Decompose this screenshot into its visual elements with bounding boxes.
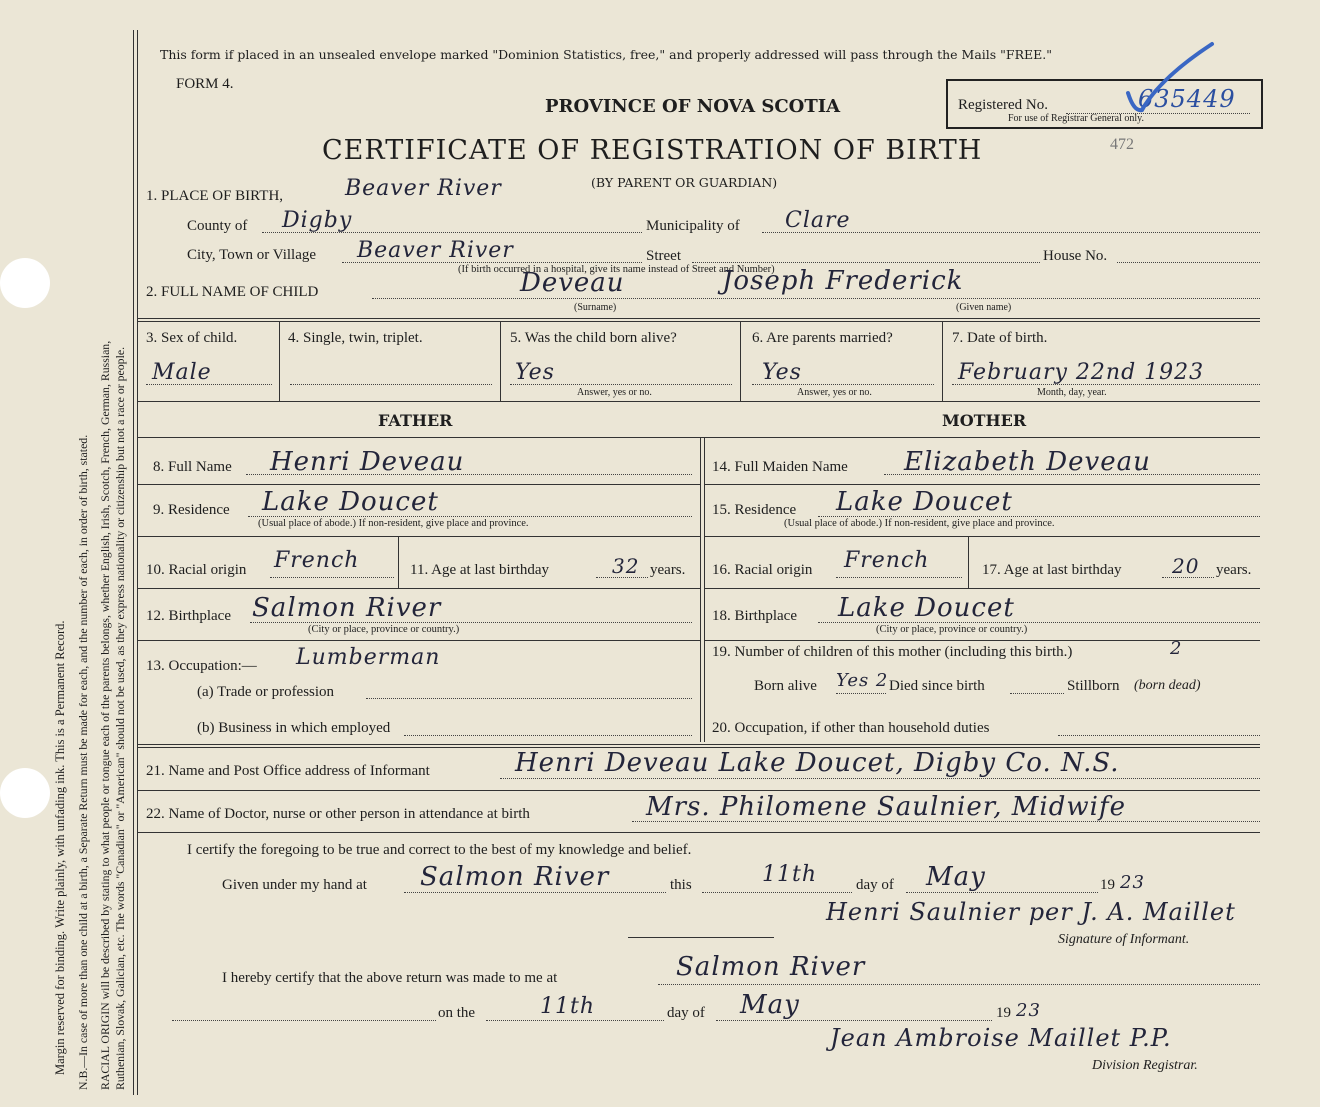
mother-racial-origin-label: 16. Racial origin — [712, 562, 813, 578]
margin-note: N.B.—In case of more than one child at a birth, a Separate Return must be made for each, and the number of each, in order of birth, stated. — [76, 434, 90, 1090]
year-prefix: 19 — [1100, 877, 1115, 893]
this-label: this — [670, 877, 692, 893]
on-the-label: on the — [438, 1005, 476, 1021]
mail-notice: This form if placed in an unsealed envelope marked "Dominion Statistics, free," and properly addressed will pass through the Mails "FREE." — [160, 47, 1052, 62]
surname-caption: (Surname) — [574, 302, 617, 313]
father-age-unit: years. — [650, 562, 686, 578]
municipality-label: Municipality of — [646, 218, 740, 234]
form-number: FORM 4. — [176, 76, 234, 92]
province-heading: PROVINCE OF NOVA SCOTIA — [545, 96, 841, 117]
given-under-hand-label: Given under my hand at — [222, 877, 367, 893]
registrar-note: For use of Registrar General only. — [1008, 113, 1144, 124]
father-age-value: 32 — [612, 554, 640, 578]
birthplace-caption: (City or place, province or country.) — [876, 624, 1028, 635]
given-day-value: 11th — [762, 862, 818, 887]
day-of-label: day of — [856, 877, 894, 893]
born-alive-value: Yes 2 — [836, 670, 889, 691]
place-of-birth-value: Beaver River — [345, 176, 502, 201]
mother-heading: MOTHER — [942, 411, 1027, 430]
died-since-birth-label: Died since birth — [889, 678, 985, 694]
city-value: Beaver River — [357, 238, 514, 263]
residence-caption: (Usual place of abode.) If non-resident, give place and province. — [784, 518, 1055, 529]
registered-number-label: Registered No. — [958, 97, 1048, 113]
father-residence-value: Lake Doucet — [262, 487, 439, 517]
born-alive-answer: Yes — [515, 360, 555, 385]
parents-married-question: 6. Are parents married? — [752, 330, 893, 346]
registrar-statement: I hereby certify that the above return was made to me at — [222, 970, 558, 986]
given-name-caption: (Given name) — [956, 302, 1012, 313]
stillborn-label: Stillborn — [1067, 678, 1120, 694]
plurality-label: 4. Single, twin, triplet. — [288, 330, 423, 346]
attendant-value: Mrs. Philomene Saulnier, Midwife — [646, 792, 1126, 822]
children-count-label: 19. Number of children of this mother (including this birth.) — [712, 644, 1073, 660]
born-alive-question: 5. Was the child born alive? — [510, 330, 677, 346]
children-count-value: 2 — [1170, 638, 1183, 659]
margin-rule — [137, 30, 138, 1095]
place-of-birth-label: 1. PLACE OF BIRTH, — [146, 188, 284, 204]
mother-birthplace-value: Lake Doucet — [838, 593, 1015, 623]
county-label: County of — [187, 218, 248, 234]
mother-name-label: 14. Full Maiden Name — [712, 459, 848, 475]
informant-signature: Henri Saulnier per J. A. Maillet — [826, 898, 1236, 926]
mother-birthplace-label: 18. Birthplace — [712, 608, 797, 624]
registrar-place-value: Salmon River — [676, 952, 866, 982]
registrar-year-value: 23 — [1016, 1000, 1041, 1021]
attendant-label: 22. Name of Doctor, nurse or other person in attendance at birth — [146, 806, 530, 822]
binding-hole — [0, 768, 50, 818]
corner-mark: 472 — [1110, 136, 1134, 153]
street-label: Street — [646, 248, 681, 264]
binding-hole — [0, 258, 50, 308]
mother-racial-origin-value: French — [844, 548, 930, 573]
registrar-signature-caption: Division Registrar. — [1092, 1058, 1198, 1073]
father-occupation-label: 13. Occupation:— — [146, 658, 257, 674]
given-place-value: Salmon River — [420, 862, 610, 892]
child-name-label: 2. FULL NAME OF CHILD — [146, 284, 319, 300]
registrar-signature: Jean Ambroise Maillet P.P. — [830, 1024, 1172, 1052]
date-caption: Month, day, year. — [1037, 387, 1107, 398]
stillborn-note: (born dead) — [1134, 678, 1201, 693]
margin-note: RACIAL ORIGIN will be described by stating to what people or tongue each of the parents belongs, whether English, Irish, Scotch, French, German, Russian, — [98, 340, 112, 1090]
child-surname-value: Deveau — [520, 268, 625, 298]
informant-value: Henri Deveau Lake Doucet, Digby Co. N.S. — [515, 748, 1120, 778]
registrar-day-value: 11th — [540, 994, 596, 1019]
margin-note: Margin reserved for binding. Write plainly, with unfading ink. This is a Permanent Record. — [53, 620, 67, 1075]
date-of-birth-value: February 22nd 1923 — [958, 360, 1205, 385]
mother-age-unit: years. — [1216, 562, 1252, 578]
given-month-value: May — [926, 862, 986, 892]
mother-age-label: 17. Age at last birthday — [982, 562, 1122, 578]
hospital-note: (If birth occurred in a hospital, give its name instead of Street and Number) — [458, 264, 775, 275]
father-birthplace-value: Salmon River — [252, 593, 442, 623]
informant-signature-caption: Signature of Informant. — [1058, 932, 1190, 947]
yes-no-caption: Answer, yes or no. — [577, 387, 652, 398]
born-alive-label: Born alive — [754, 678, 817, 694]
certificate-title: CERTIFICATE OF REGISTRATION OF BIRTH — [322, 135, 983, 166]
certificate-subtitle: (BY PARENT OR GUARDIAN) — [591, 175, 778, 190]
house-number-label: House No. — [1043, 248, 1108, 264]
check-mark-icon — [1120, 38, 1220, 118]
mother-name-value: Elizabeth Deveau — [904, 447, 1151, 477]
certification-statement: I certify the foregoing to be true and correct to the best of my knowledge and belief. — [187, 842, 692, 858]
residence-caption: (Usual place of abode.) If non-resident, give place and province. — [258, 518, 529, 529]
father-occupation-value: Lumberman — [296, 645, 441, 670]
sex-label: 3. Sex of child. — [146, 330, 238, 346]
father-age-label: 11. Age at last birthday — [410, 562, 549, 578]
father-birthplace-label: 12. Birthplace — [146, 608, 231, 624]
parents-married-answer: Yes — [762, 360, 802, 385]
city-label: City, Town or Village — [187, 247, 317, 263]
birthplace-caption: (City or place, province or country.) — [308, 624, 460, 635]
father-racial-origin-label: 10. Racial origin — [146, 562, 247, 578]
separator-line — [628, 937, 774, 938]
county-value: Digby — [282, 208, 353, 233]
margin-rule — [133, 30, 134, 1095]
sex-value: Male — [152, 360, 212, 385]
father-residence-label: 9. Residence — [153, 502, 230, 518]
registrar-year-prefix: 19 — [996, 1005, 1011, 1021]
mother-residence-value: Lake Doucet — [836, 487, 1013, 517]
business-label: (b) Business in which employed — [197, 720, 391, 736]
father-name-label: 8. Full Name — [153, 459, 232, 475]
mother-occupation-label: 20. Occupation, if other than household duties — [712, 720, 990, 736]
registrar-month-value: May — [740, 990, 800, 1020]
mother-age-value: 20 — [1172, 554, 1200, 578]
child-given-name-value: Joseph Frederick — [722, 266, 964, 296]
informant-label: 21. Name and Post Office address of Informant — [146, 763, 430, 779]
registrar-day-of-label: day of — [667, 1005, 705, 1021]
given-year-value: 23 — [1120, 872, 1145, 893]
yes-no-caption: Answer, yes or no. — [797, 387, 872, 398]
registered-number-value: 635449 — [1138, 85, 1236, 113]
mother-residence-label: 15. Residence — [712, 502, 797, 518]
father-racial-origin-value: French — [274, 548, 360, 573]
date-of-birth-label: 7. Date of birth. — [952, 330, 1048, 346]
father-name-value: Henri Deveau — [270, 447, 465, 477]
municipality-value: Clare — [785, 208, 851, 233]
margin-note: Ruthenian, Slovak, Galician, etc. The words "Canadian" or "American" should not be used, as they express nationality or citizenship but not a race or people. — [113, 346, 127, 1090]
trade-label: (a) Trade or profession — [197, 684, 335, 700]
father-heading: FATHER — [378, 411, 453, 430]
